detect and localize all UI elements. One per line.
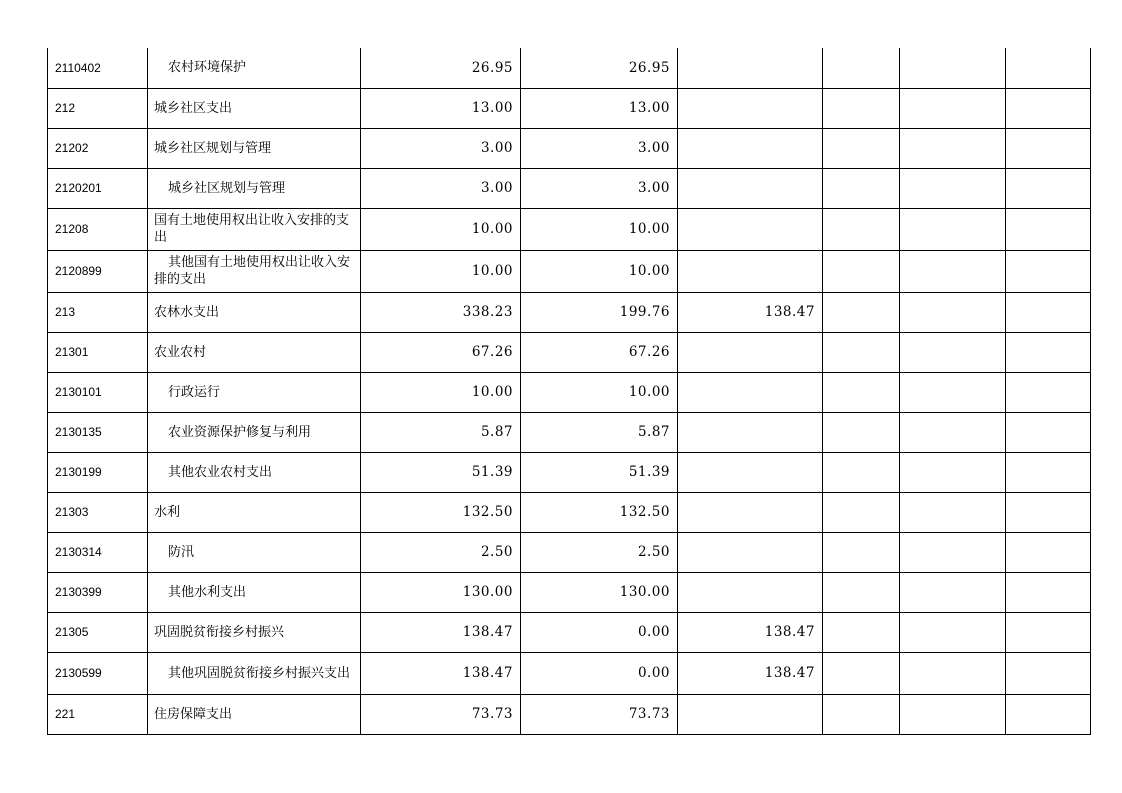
total-amount-cell: 10.00 [361, 208, 521, 250]
subject-code-cell: 221 [48, 694, 148, 734]
extra-column-cell [1006, 694, 1091, 734]
total-amount-cell: 73.73 [361, 694, 521, 734]
extra-column-cell [900, 452, 1006, 492]
basic-expenditure-cell: 10.00 [521, 250, 678, 292]
subject-name-cell: 农业资源保护修复与利用 [148, 412, 361, 452]
subject-name-cell: 其他农业农村支出 [148, 452, 361, 492]
extra-column-cell [1006, 292, 1091, 332]
extra-column-cell [823, 48, 900, 88]
subject-code-cell: 21202 [48, 128, 148, 168]
subject-name-cell: 行政运行 [148, 372, 361, 412]
extra-column-cell [900, 48, 1006, 88]
project-expenditure-cell [678, 452, 823, 492]
basic-expenditure-cell: 199.76 [521, 292, 678, 332]
subject-name-cell: 住房保障支出 [148, 694, 361, 734]
extra-column-cell [1006, 250, 1091, 292]
extra-column-cell [1006, 88, 1091, 128]
extra-column-cell [1006, 332, 1091, 372]
subject-code-cell: 2120899 [48, 250, 148, 292]
extra-column-cell [1006, 452, 1091, 492]
subject-code-cell: 213 [48, 292, 148, 332]
table-row [48, 572, 1091, 612]
project-expenditure-cell [678, 332, 823, 372]
table-row [48, 48, 1091, 88]
total-amount-cell: 26.95 [361, 48, 521, 88]
subject-name-cell: 其他水利支出 [148, 572, 361, 612]
project-expenditure-cell [678, 532, 823, 572]
subject-code-cell: 2110402 [48, 48, 148, 88]
subject-code-cell: 2130101 [48, 372, 148, 412]
basic-expenditure-cell: 10.00 [521, 372, 678, 412]
project-expenditure-cell [678, 128, 823, 168]
total-amount-cell: 67.26 [361, 332, 521, 372]
extra-column-cell [823, 128, 900, 168]
basic-expenditure-cell: 13.00 [521, 88, 678, 128]
table-row [48, 492, 1091, 532]
extra-column-cell [1006, 208, 1091, 250]
extra-column-cell [1006, 612, 1091, 652]
table-row [48, 612, 1091, 652]
extra-column-cell [823, 652, 900, 694]
total-amount-cell: 3.00 [361, 168, 521, 208]
total-amount-cell: 13.00 [361, 88, 521, 128]
project-expenditure-cell [678, 48, 823, 88]
table-row [48, 694, 1091, 734]
table-row [48, 128, 1091, 168]
extra-column-cell [1006, 48, 1091, 88]
budget-table [47, 48, 1091, 735]
project-expenditure-cell [678, 492, 823, 532]
extra-column-cell [823, 372, 900, 412]
project-expenditure-cell [678, 694, 823, 734]
extra-column-cell [900, 128, 1006, 168]
extra-column-cell [823, 332, 900, 372]
extra-column-cell [823, 88, 900, 128]
extra-column-cell [823, 572, 900, 612]
total-amount-cell: 132.50 [361, 492, 521, 532]
project-expenditure-cell [678, 88, 823, 128]
subject-code-cell: 2130314 [48, 532, 148, 572]
total-amount-cell: 3.00 [361, 128, 521, 168]
table-row [48, 372, 1091, 412]
basic-expenditure-cell: 51.39 [521, 452, 678, 492]
table-row [48, 250, 1091, 292]
project-expenditure-cell [678, 372, 823, 412]
basic-expenditure-cell: 132.50 [521, 492, 678, 532]
subject-name-cell: 国有土地使用权出让收入安排的支出 [148, 208, 361, 250]
subject-code-cell: 2120201 [48, 168, 148, 208]
extra-column-cell [823, 452, 900, 492]
extra-column-cell [823, 412, 900, 452]
basic-expenditure-cell: 10.00 [521, 208, 678, 250]
extra-column-cell [900, 168, 1006, 208]
table-row [48, 412, 1091, 452]
table-row [48, 208, 1091, 250]
project-expenditure-cell: 138.47 [678, 652, 823, 694]
extra-column-cell [900, 612, 1006, 652]
extra-column-cell [823, 292, 900, 332]
subject-code-cell: 21208 [48, 208, 148, 250]
table-row [48, 532, 1091, 572]
total-amount-cell: 51.39 [361, 452, 521, 492]
extra-column-cell [823, 168, 900, 208]
table-row [48, 652, 1091, 694]
basic-expenditure-cell: 26.95 [521, 48, 678, 88]
extra-column-cell [823, 208, 900, 250]
table-row [48, 88, 1091, 128]
basic-expenditure-cell: 67.26 [521, 332, 678, 372]
extra-column-cell [900, 532, 1006, 572]
extra-column-cell [900, 292, 1006, 332]
subject-name-cell: 农业农村 [148, 332, 361, 372]
project-expenditure-cell [678, 168, 823, 208]
extra-column-cell [1006, 492, 1091, 532]
project-expenditure-cell: 138.47 [678, 292, 823, 332]
subject-code-cell: 21301 [48, 332, 148, 372]
subject-name-cell: 其他国有土地使用权出让收入安排的支出 [148, 250, 361, 292]
subject-code-cell: 2130399 [48, 572, 148, 612]
project-expenditure-cell [678, 250, 823, 292]
extra-column-cell [823, 532, 900, 572]
table-row [48, 452, 1091, 492]
basic-expenditure-cell: 5.87 [521, 412, 678, 452]
total-amount-cell: 130.00 [361, 572, 521, 612]
extra-column-cell [900, 572, 1006, 612]
table-row [48, 168, 1091, 208]
total-amount-cell: 10.00 [361, 250, 521, 292]
project-expenditure-cell [678, 412, 823, 452]
project-expenditure-cell [678, 208, 823, 250]
subject-name-cell: 防汛 [148, 532, 361, 572]
subject-code-cell: 21303 [48, 492, 148, 532]
subject-name-cell: 巩固脱贫衔接乡村振兴 [148, 612, 361, 652]
extra-column-cell [1006, 168, 1091, 208]
basic-expenditure-cell: 3.00 [521, 168, 678, 208]
extra-column-cell [900, 652, 1006, 694]
extra-column-cell [900, 412, 1006, 452]
table-body [48, 48, 1091, 734]
total-amount-cell: 338.23 [361, 292, 521, 332]
subject-code-cell: 212 [48, 88, 148, 128]
extra-column-cell [823, 694, 900, 734]
extra-column-cell [1006, 372, 1091, 412]
extra-column-cell [823, 492, 900, 532]
extra-column-cell [900, 88, 1006, 128]
total-amount-cell: 5.87 [361, 412, 521, 452]
extra-column-cell [900, 492, 1006, 532]
extra-column-cell [1006, 412, 1091, 452]
table-row [48, 332, 1091, 372]
total-amount-cell: 2.50 [361, 532, 521, 572]
subject-name-cell: 城乡社区规划与管理 [148, 128, 361, 168]
extra-column-cell [900, 372, 1006, 412]
extra-column-cell [1006, 532, 1091, 572]
extra-column-cell [1006, 652, 1091, 694]
extra-column-cell [1006, 128, 1091, 168]
subject-code-cell: 2130599 [48, 652, 148, 694]
subject-name-cell: 城乡社区支出 [148, 88, 361, 128]
basic-expenditure-cell: 73.73 [521, 694, 678, 734]
subject-code-cell: 2130199 [48, 452, 148, 492]
table-row [48, 292, 1091, 332]
total-amount-cell: 138.47 [361, 652, 521, 694]
subject-name-cell: 城乡社区规划与管理 [148, 168, 361, 208]
extra-column-cell [900, 208, 1006, 250]
subject-name-cell: 农村环境保护 [148, 48, 361, 88]
extra-column-cell [823, 612, 900, 652]
basic-expenditure-cell: 0.00 [521, 612, 678, 652]
extra-column-cell [900, 694, 1006, 734]
basic-expenditure-cell: 0.00 [521, 652, 678, 694]
extra-column-cell [900, 250, 1006, 292]
subject-code-cell: 21305 [48, 612, 148, 652]
project-expenditure-cell [678, 572, 823, 612]
total-amount-cell: 138.47 [361, 612, 521, 652]
subject-name-cell: 农林水支出 [148, 292, 361, 332]
subject-name-cell: 水利 [148, 492, 361, 532]
project-expenditure-cell: 138.47 [678, 612, 823, 652]
subject-name-cell: 其他巩固脱贫衔接乡村振兴支出 [148, 652, 361, 694]
extra-column-cell [823, 250, 900, 292]
basic-expenditure-cell: 2.50 [521, 532, 678, 572]
subject-code-cell: 2130135 [48, 412, 148, 452]
extra-column-cell [900, 332, 1006, 372]
basic-expenditure-cell: 3.00 [521, 128, 678, 168]
total-amount-cell: 10.00 [361, 372, 521, 412]
extra-column-cell [1006, 572, 1091, 612]
basic-expenditure-cell: 130.00 [521, 572, 678, 612]
